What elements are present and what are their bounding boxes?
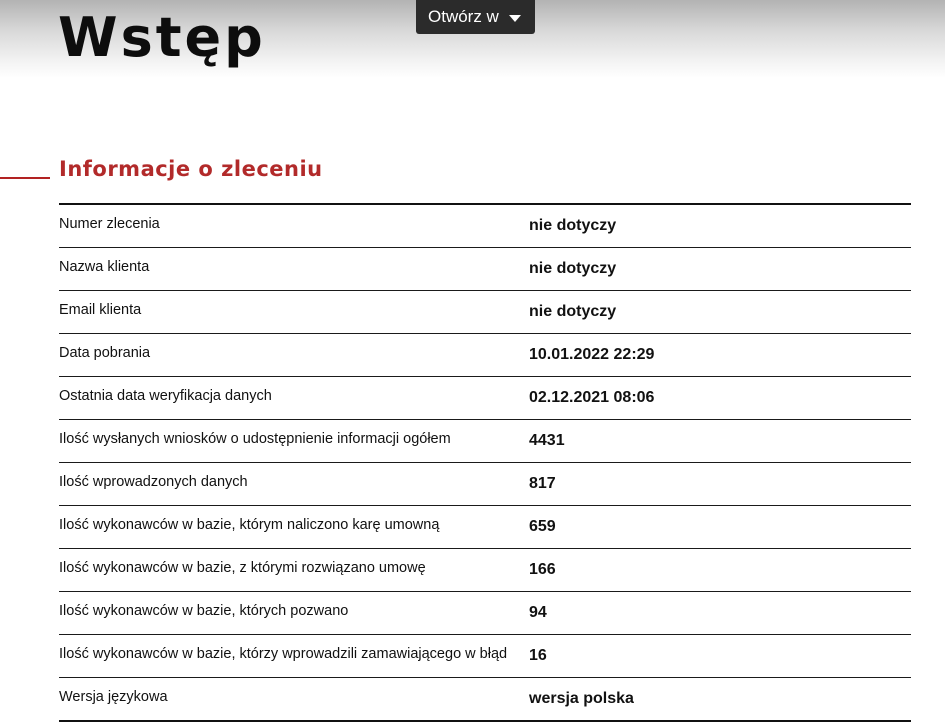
open-in-label: Otwórz w bbox=[428, 7, 499, 26]
table-row bbox=[59, 291, 911, 334]
table-row bbox=[59, 248, 911, 291]
caret-down-icon bbox=[509, 15, 521, 22]
row-value: 16 bbox=[529, 635, 911, 678]
row-label: Ilość wysłanych wniosków o udostępnienie informacji ogółem bbox=[59, 420, 529, 463]
row-label: Ilość wprowadzonych danych bbox=[59, 463, 529, 506]
row-value: wersja polska bbox=[529, 678, 911, 722]
row-value: 10.01.2022 22:29 bbox=[529, 334, 911, 377]
table-row bbox=[59, 205, 911, 248]
row-label: Ilość wykonawców w bazie, którzy wprowadzili zamawiającego w błąd bbox=[59, 635, 529, 678]
row-label: Ilość wykonawców w bazie, którym naliczono karę umowną bbox=[59, 506, 529, 549]
row-label: Ilość wykonawców w bazie, z którymi rozwiązano umowę bbox=[59, 549, 529, 592]
row-label: Numer zlecenia bbox=[59, 205, 529, 248]
row-value: 4431 bbox=[529, 420, 911, 463]
row-label: Email klienta bbox=[59, 291, 529, 334]
row-value: 659 bbox=[529, 506, 911, 549]
row-label: Data pobrania bbox=[59, 334, 529, 377]
row-label: Nazwa klienta bbox=[59, 248, 529, 291]
row-value: 02.12.2021 08:06 bbox=[529, 377, 911, 420]
row-label: Ilość wykonawców w bazie, których pozwano bbox=[59, 592, 529, 635]
row-value: 817 bbox=[529, 463, 911, 506]
table-row bbox=[59, 506, 911, 549]
table-row bbox=[59, 334, 911, 377]
section-title: Informacje o zleceniu bbox=[59, 157, 323, 181]
row-value: nie dotyczy bbox=[529, 291, 911, 334]
section-accent-line bbox=[0, 177, 50, 179]
row-label: Ostatnia data weryfikacja danych bbox=[59, 377, 529, 420]
table-row bbox=[59, 549, 911, 592]
page-title: Wstęp bbox=[58, 6, 266, 69]
table-row bbox=[59, 592, 911, 635]
open-in-button[interactable] bbox=[416, 0, 535, 34]
row-label: Wersja językowa bbox=[59, 678, 529, 722]
row-value: nie dotyczy bbox=[529, 205, 911, 248]
table-row bbox=[59, 420, 911, 463]
table-row bbox=[59, 635, 911, 678]
table-row bbox=[59, 377, 911, 420]
row-value: 166 bbox=[529, 549, 911, 592]
table-row bbox=[59, 463, 911, 506]
row-value: nie dotyczy bbox=[529, 248, 911, 291]
row-value: 94 bbox=[529, 592, 911, 635]
table-row bbox=[59, 678, 911, 722]
order-info-table bbox=[59, 203, 911, 722]
